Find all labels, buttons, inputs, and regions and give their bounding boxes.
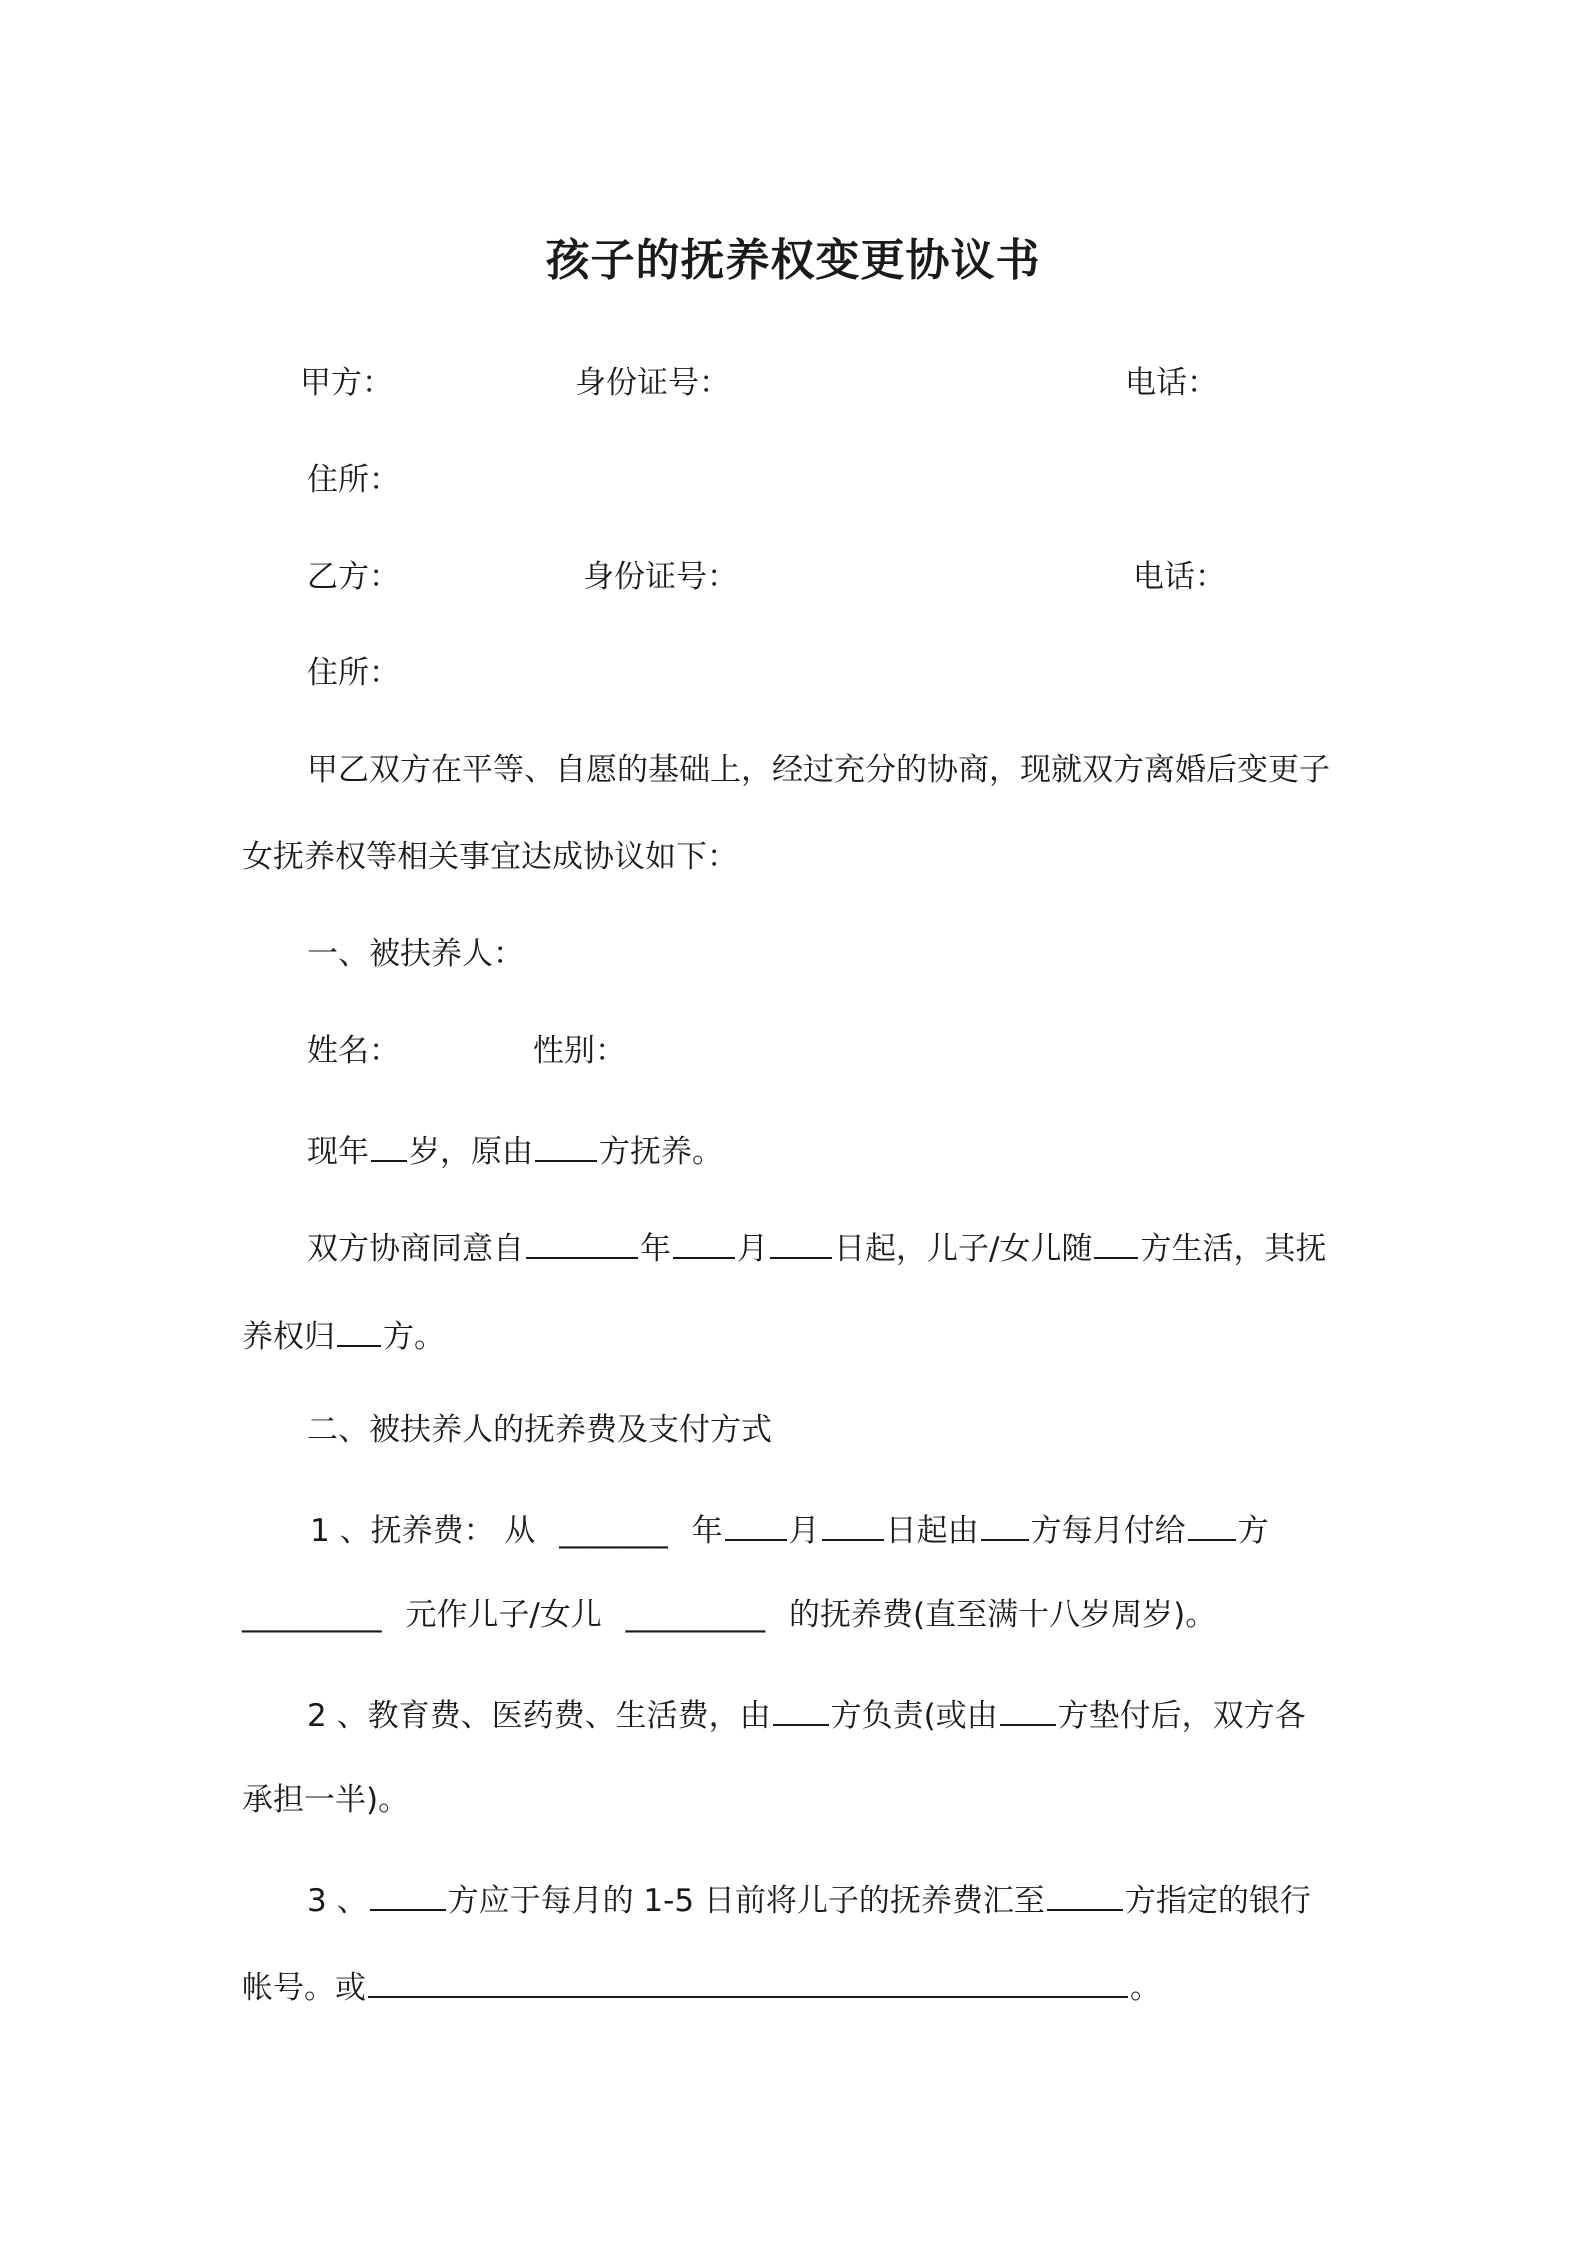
agree-text-e: 方生活，其抚 bbox=[1140, 1231, 1327, 1267]
party-a-label: 甲方： bbox=[300, 365, 393, 401]
party-a-phone-label: 电话： bbox=[1125, 365, 1218, 401]
party-b-address-label: 住所： bbox=[307, 655, 400, 691]
item1-payer-blank bbox=[981, 1507, 1029, 1541]
item1-text-e: 方每月付给 bbox=[1030, 1513, 1186, 1549]
item3-line-2 bbox=[242, 1964, 1161, 2008]
item1-text-a: 1 、抚养费： 从 bbox=[310, 1513, 536, 1549]
intro-line-2: 女抚养权等相关事宜达成协议如下： bbox=[242, 839, 738, 875]
intro-line-1: 甲乙双方在平等、自愿的基础上，经过充分的协商，现就双方离婚后变更子 bbox=[307, 752, 1330, 788]
party-b-phone-label: 电话： bbox=[1133, 559, 1226, 595]
agree2-text-b: 方。 bbox=[383, 1319, 445, 1355]
item3-payee-blank bbox=[1047, 1877, 1123, 1911]
party-a-id-label: 身份证号： bbox=[575, 365, 730, 401]
agree-party-blank bbox=[1094, 1225, 1138, 1259]
party-b-label: 乙方： bbox=[307, 559, 400, 595]
item3-text-a: 3 、 bbox=[307, 1883, 368, 1919]
item1-amount-underscore: _________ bbox=[242, 1597, 382, 1633]
agree2-text-a: 养权归 bbox=[242, 1319, 335, 1355]
item1-child-underscore: _________ bbox=[625, 1597, 766, 1633]
age-text-b: 岁，原由 bbox=[409, 1134, 533, 1170]
item1-line-2 bbox=[242, 1595, 1216, 1635]
item3-text-b: 方应于每月的 1-5 日前将儿子的抚养费汇至 bbox=[447, 1883, 1045, 1919]
custody-party-blank bbox=[337, 1313, 381, 1347]
item3-text-c: 方指定的银行 bbox=[1124, 1883, 1311, 1919]
agree-text-a: 双方协商同意自 bbox=[307, 1231, 524, 1267]
item2-advance-blank bbox=[1000, 1692, 1056, 1726]
item2-line-1 bbox=[307, 1692, 1306, 1736]
document-title: 孩子的抚养权变更协议书 bbox=[545, 235, 1041, 286]
item1-text-d: 日起由 bbox=[885, 1513, 979, 1549]
child-name-label: 姓名： bbox=[307, 1033, 400, 1069]
item1-text-c: 月 bbox=[788, 1513, 820, 1549]
item1-year-underscore: _______ bbox=[559, 1513, 668, 1549]
raised-by-blank bbox=[535, 1128, 597, 1162]
agree-text-b: 年 bbox=[640, 1231, 671, 1267]
age-text-a: 现年 bbox=[307, 1134, 369, 1170]
agree-day-blank bbox=[770, 1225, 832, 1259]
item1-line-1 bbox=[310, 1507, 1269, 1551]
age-text-c: 方抚养。 bbox=[599, 1134, 723, 1170]
item3-line-1 bbox=[307, 1877, 1311, 1921]
item1-month-blank bbox=[725, 1507, 787, 1541]
party-a-address-label: 住所： bbox=[307, 462, 400, 498]
item1-2-text-a: 元作儿子/女儿 bbox=[405, 1597, 602, 1633]
agree-month-blank bbox=[673, 1225, 735, 1259]
item1-day-blank bbox=[822, 1507, 884, 1541]
item2-responsible-blank bbox=[773, 1692, 829, 1726]
agree-year-blank bbox=[526, 1225, 638, 1259]
item2-text-c: 方垫付后，双方各 bbox=[1057, 1698, 1306, 1734]
item2-text-b: 方负责(或由 bbox=[830, 1698, 998, 1734]
section2-heading: 二、被扶养人的抚养费及支付方式 bbox=[307, 1412, 772, 1448]
item1-text-f: 方 bbox=[1237, 1513, 1269, 1549]
item1-text-b: 年 bbox=[691, 1513, 723, 1549]
agree-text-d: 日起，儿子/女儿随 bbox=[834, 1231, 1093, 1267]
agreement-line-2 bbox=[242, 1313, 445, 1357]
item3-account-blank bbox=[368, 1964, 1128, 1998]
agree-text-c: 月 bbox=[737, 1231, 768, 1267]
item2-line-2: 承担一半)。 bbox=[242, 1782, 410, 1818]
agreement-line-1 bbox=[307, 1225, 1326, 1269]
age-blank bbox=[371, 1128, 407, 1162]
item3-2-text-a: 帐号。或 bbox=[242, 1970, 366, 2006]
party-b-id-label: 身份证号： bbox=[583, 559, 738, 595]
section1-heading: 一、被扶养人： bbox=[307, 936, 524, 972]
child-gender-label: 性别： bbox=[533, 1033, 626, 1069]
item2-text-a: 2 、教育费、医药费、生活费，由 bbox=[307, 1698, 771, 1734]
age-line bbox=[307, 1128, 723, 1172]
item1-2-text-b: 的抚养费(直至满十八岁周岁)。 bbox=[789, 1597, 1217, 1633]
item3-2-text-b: 。 bbox=[1130, 1970, 1161, 2006]
item1-payee-blank bbox=[1188, 1507, 1236, 1541]
item3-payer-blank bbox=[370, 1877, 446, 1911]
